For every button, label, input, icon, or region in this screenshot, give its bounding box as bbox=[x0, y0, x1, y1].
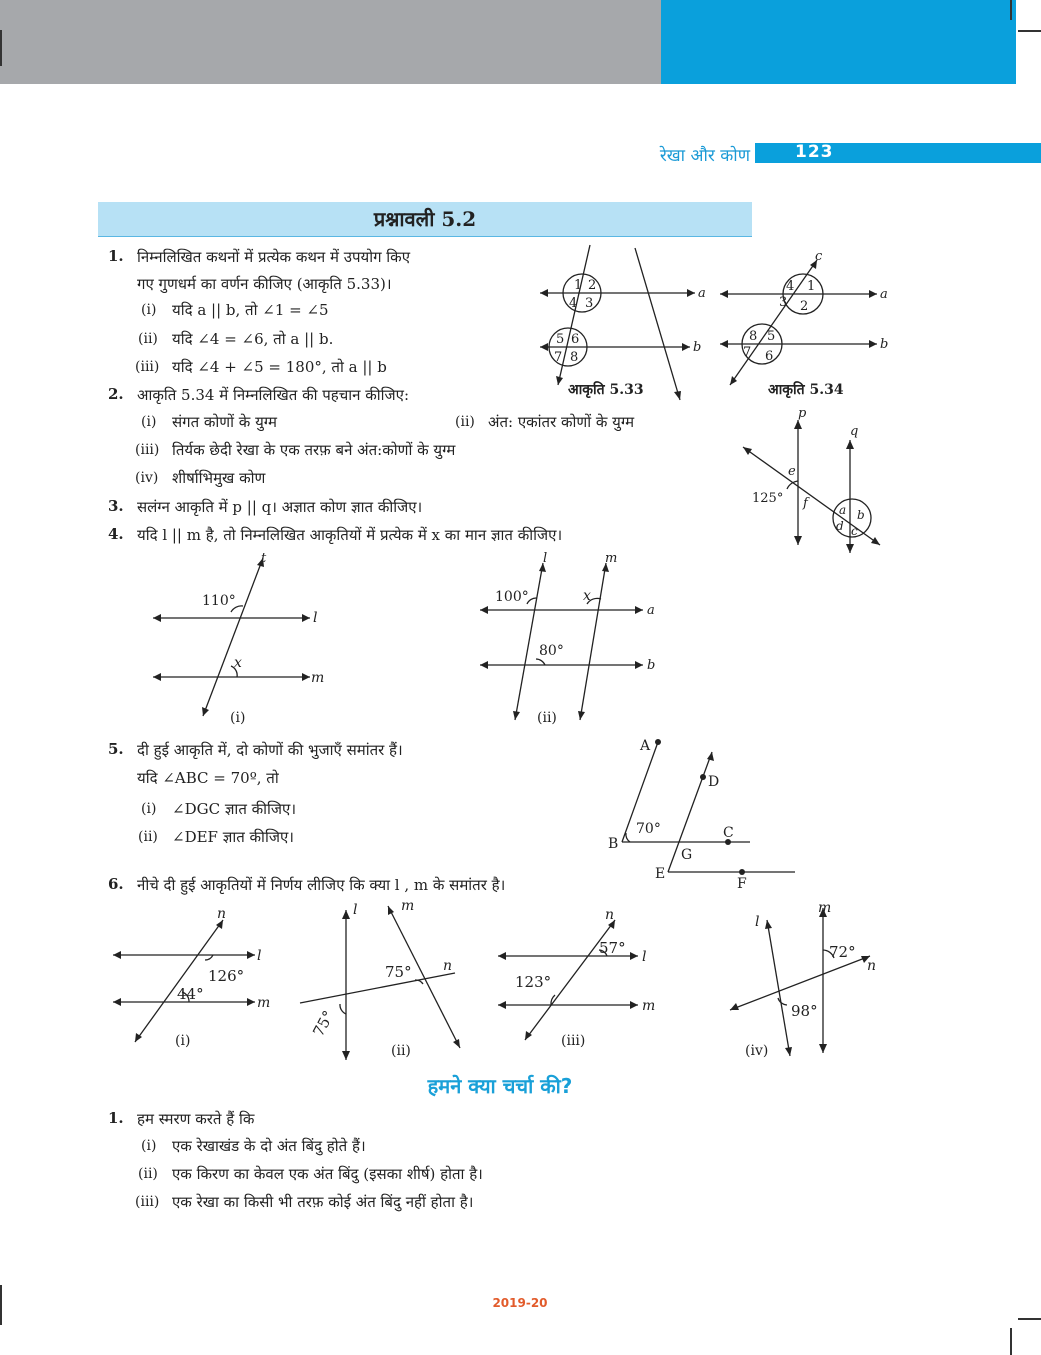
angle-label: 8 bbox=[570, 350, 579, 365]
line-label-m: m bbox=[642, 998, 656, 1014]
subpart-label: (ii) bbox=[138, 829, 158, 845]
line-label-p: p bbox=[798, 406, 807, 421]
subpart-label: (iv) bbox=[135, 470, 159, 486]
line-label-m: m bbox=[401, 898, 415, 914]
angle-label: 5 bbox=[767, 329, 776, 344]
crop-mark bbox=[1018, 30, 1041, 32]
line-label-b: b bbox=[647, 658, 656, 673]
summary-item: एक रेखा का किसी भी तरफ़ कोई अंत बिंदु नहीं होता है। bbox=[172, 1193, 474, 1211]
figure-q6-iv bbox=[725, 898, 885, 1063]
line-label-m: m bbox=[605, 551, 618, 566]
line-label-a: a bbox=[698, 286, 706, 301]
subpart-text: तिर्यक छेदी रेखा के एक तरफ़ बने अंत:कोणों के युग्म bbox=[172, 441, 456, 459]
figure-q3 bbox=[740, 405, 890, 560]
footer-year: 2019-20 bbox=[492, 1296, 548, 1310]
subpart-text: अंत: एकांतर कोणों के युग्म bbox=[488, 413, 635, 431]
angle-value: 72° bbox=[829, 943, 856, 961]
figure-caption: आकृति 5.33 bbox=[568, 382, 644, 398]
angle-label: 4 bbox=[569, 296, 578, 311]
angle-label: 1 bbox=[574, 278, 583, 293]
figure-q6-i bbox=[105, 902, 280, 1057]
line-label-m: m bbox=[257, 995, 271, 1011]
crop-mark bbox=[0, 30, 2, 66]
question-text: सलंग्न आकृति में p || q। अज्ञात कोण ज्ञात कीजिए। bbox=[137, 498, 423, 516]
angle-value: 70° bbox=[636, 821, 661, 837]
line-label-t: t bbox=[261, 551, 267, 566]
section-heading: हमने क्या चर्चा की? bbox=[427, 1074, 573, 1098]
summary-item: एक किरण का केवल एक अंत बिंदु (इसका शीर्ष) होता है। bbox=[172, 1165, 483, 1183]
angle-label: 1 bbox=[807, 279, 816, 294]
exercise-title: प्रश्नावली 5.2 bbox=[373, 207, 477, 231]
figure-label: (i) bbox=[230, 710, 246, 726]
point-label-B: B bbox=[608, 836, 619, 852]
angle-label-d: d bbox=[836, 519, 844, 533]
subpart-label: (iii) bbox=[135, 359, 160, 375]
question-number: 6. bbox=[108, 875, 124, 893]
figure-label: (ii) bbox=[537, 710, 557, 726]
angle-value: 125° bbox=[752, 491, 784, 506]
point-label-F: F bbox=[737, 876, 747, 892]
summary-item: एक रेखाखंड के दो अंत बिंदु होते हैं। bbox=[172, 1137, 366, 1155]
line-label-l: l bbox=[257, 948, 262, 964]
angle-label: 3 bbox=[779, 295, 788, 310]
angle-label: 7 bbox=[554, 350, 563, 365]
line-label-a: a bbox=[880, 287, 888, 302]
page-number: 123 bbox=[795, 142, 834, 162]
angle-label: 6 bbox=[571, 332, 580, 347]
subpart-label: (i) bbox=[141, 302, 157, 318]
subpart-label: (iii) bbox=[135, 442, 160, 458]
line-label-m: m bbox=[818, 900, 832, 916]
angle-label: 8 bbox=[749, 329, 758, 344]
point-label-G: G bbox=[681, 847, 693, 863]
line-label-n: n bbox=[217, 906, 227, 922]
subpart-label: (i) bbox=[141, 801, 157, 817]
line-label-l: l bbox=[642, 949, 647, 965]
question-text: गए गुणधर्म का वर्णन कीजिए (आकृति 5.33)। bbox=[137, 275, 392, 293]
angle-label-b: b bbox=[857, 508, 865, 522]
subpart-text: यदि a || b, तो ∠1 = ∠5 bbox=[172, 301, 329, 319]
crop-mark bbox=[1010, 0, 1012, 20]
question-text: दी हुई आकृति में, दो कोणों की भुजाएँ समांतर हैं। bbox=[137, 741, 403, 759]
line-label-l: l bbox=[543, 551, 548, 566]
angle-label: 5 bbox=[556, 332, 565, 347]
crop-mark bbox=[1018, 1318, 1041, 1320]
angle-label-f: f bbox=[803, 496, 808, 511]
figure-label: (i) bbox=[175, 1033, 191, 1049]
question-number: 5. bbox=[108, 740, 124, 758]
angle-label: 7 bbox=[743, 345, 752, 360]
angle-label: 4 bbox=[786, 279, 795, 294]
line-label-c: c bbox=[815, 249, 823, 264]
line-label-b: b bbox=[880, 337, 889, 352]
subpart-text: यदि ∠4 + ∠5 = 180°, तो a || b bbox=[172, 358, 387, 376]
angle-value: 75° bbox=[385, 963, 412, 981]
question-number: 2. bbox=[108, 385, 124, 403]
figure-label: (ii) bbox=[391, 1043, 411, 1059]
figure-q6-iii bbox=[493, 905, 668, 1055]
crop-mark bbox=[1010, 1328, 1012, 1355]
line-label-l: l bbox=[755, 914, 760, 930]
header-banner-gray bbox=[0, 0, 661, 84]
summary-intro: हम स्मरण करते हैं कि bbox=[137, 1110, 255, 1128]
angle-value: 80° bbox=[539, 643, 564, 659]
line-label-a: a bbox=[647, 603, 655, 618]
point-label-A: A bbox=[640, 738, 651, 754]
line-label-m: m bbox=[311, 670, 325, 686]
angle-value: 100° bbox=[495, 589, 529, 605]
angle-label: 6 bbox=[765, 349, 774, 364]
angle-value: 57° bbox=[599, 939, 626, 957]
line-label-n: n bbox=[605, 907, 615, 923]
question-text: यदि l || m है, तो निम्नलिखित आकृतियों में प्रत्येक में x का मान ज्ञात कीजिए। bbox=[137, 526, 563, 544]
figure-q6-ii bbox=[295, 898, 475, 1063]
header-banner-blue bbox=[661, 0, 1016, 84]
subpart-text: ∠DGC ज्ञात कीजिए। bbox=[172, 800, 297, 818]
question-number: 1. bbox=[108, 247, 124, 265]
line-label-l: l bbox=[313, 610, 318, 626]
figure-q4-i bbox=[145, 548, 330, 728]
angle-value: 44° bbox=[177, 985, 204, 1003]
angle-label: 2 bbox=[588, 278, 597, 293]
line-label-n: n bbox=[443, 958, 453, 974]
angle-label: 2 bbox=[800, 299, 809, 314]
point-number: 1. bbox=[108, 1109, 124, 1127]
angle-value: 123° bbox=[515, 973, 552, 991]
line-label-b: b bbox=[693, 340, 702, 355]
chapter-title: रेखा और कोण bbox=[659, 146, 750, 166]
point-label-C: C bbox=[723, 825, 734, 841]
subpart-text: यदि ∠4 = ∠6, तो a || b. bbox=[172, 330, 334, 348]
line-label-n: n bbox=[867, 958, 877, 974]
figure-label: (iii) bbox=[561, 1033, 586, 1049]
subpart-label: (ii) bbox=[138, 331, 158, 347]
subpart-label: (iii) bbox=[135, 1194, 160, 1210]
angle-label-c: c bbox=[851, 524, 858, 538]
angle-value: 126° bbox=[208, 967, 245, 985]
question-text: नीचे दी हुई आकृतियों में निर्णय लीजिए कि क्या l , m के समांतर है। bbox=[137, 876, 506, 894]
subpart-label: (i) bbox=[141, 1138, 157, 1154]
question-number: 3. bbox=[108, 497, 124, 515]
figure-5-34 bbox=[715, 250, 895, 390]
subpart-label: (ii) bbox=[138, 1166, 158, 1182]
subpart-text: शीर्षाभिमुख कोण bbox=[172, 469, 266, 487]
subpart-label: (i) bbox=[141, 414, 157, 430]
angle-value: 75° bbox=[309, 1007, 338, 1040]
figure-q4-ii bbox=[475, 548, 675, 728]
angle-label-e: e bbox=[788, 464, 796, 479]
question-text: यदि ∠ABC = 70º, तो bbox=[137, 769, 279, 787]
angle-x: x bbox=[234, 655, 242, 671]
crop-mark bbox=[0, 1285, 2, 1325]
line-label-q: q bbox=[850, 424, 859, 439]
line-label-l: l bbox=[353, 902, 358, 918]
angle-label: 3 bbox=[585, 296, 594, 311]
question-text: निम्नलिखित कथनों में प्रत्येक कथन में उपयोग किए bbox=[137, 248, 410, 266]
angle-x: x bbox=[583, 588, 591, 604]
question-text: आकृति 5.34 में निम्नलिखित की पहचान कीजिए: bbox=[137, 386, 410, 404]
angle-label-a: a bbox=[839, 503, 847, 517]
figure-q5 bbox=[600, 730, 810, 895]
subpart-text: ∠DEF ज्ञात कीजिए। bbox=[172, 828, 294, 846]
figure-label: (iv) bbox=[745, 1043, 769, 1059]
subpart-label: (ii) bbox=[455, 414, 475, 430]
angle-value: 110° bbox=[202, 593, 236, 609]
point-label-E: E bbox=[655, 866, 666, 882]
subpart-text: संगत कोणों के युग्म bbox=[172, 413, 277, 431]
figure-caption: आकृति 5.34 bbox=[768, 382, 844, 398]
point-label-D: D bbox=[708, 774, 720, 790]
angle-value: 98° bbox=[791, 1002, 818, 1020]
question-number: 4. bbox=[108, 525, 124, 543]
